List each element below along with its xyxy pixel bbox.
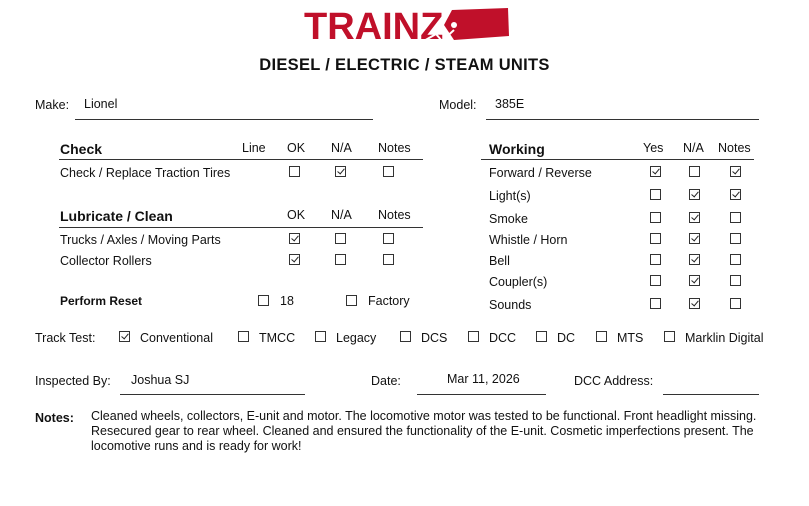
track-test-option-label: DC xyxy=(557,331,576,345)
working-row-label: Light(s) xyxy=(489,189,531,203)
working-na-checkbox[interactable] xyxy=(689,166,700,177)
model-label: Model: xyxy=(439,98,477,112)
working-yes-checkbox[interactable] xyxy=(650,189,661,200)
track-test-option-label: DCS xyxy=(421,331,448,345)
inspected-by-label: Inspected By: xyxy=(35,374,111,388)
working-na-checkbox[interactable] xyxy=(689,275,700,286)
working-col-notes: Notes xyxy=(718,141,751,155)
working-na-checkbox[interactable] xyxy=(689,189,700,200)
working-na-checkbox[interactable] xyxy=(689,254,700,265)
working-row-label: Sounds xyxy=(489,298,532,312)
reset-18-checkbox[interactable] xyxy=(258,295,269,306)
track-test-mts-checkbox[interactable] xyxy=(596,331,607,342)
check-col-line: Line xyxy=(242,141,266,155)
model-value[interactable]: 385E xyxy=(495,97,525,111)
working-notes-checkbox[interactable] xyxy=(730,189,741,200)
traction-tires-na-checkbox[interactable] xyxy=(335,166,346,177)
working-notes-checkbox[interactable] xyxy=(730,233,741,244)
track-test-marklin-digital-checkbox[interactable] xyxy=(664,331,675,342)
collector-rollers-ok-checkbox[interactable] xyxy=(289,254,300,265)
working-yes-checkbox[interactable] xyxy=(650,275,661,286)
reset-factory-checkbox[interactable] xyxy=(346,295,357,306)
track-test-conventional-checkbox[interactable] xyxy=(119,331,130,342)
check-rule xyxy=(59,159,423,160)
dcc-address-label: DCC Address: xyxy=(574,374,654,388)
reset-18-label: 18 xyxy=(280,294,294,308)
lubricate-rule xyxy=(59,227,423,228)
track-test-dcs-checkbox[interactable] xyxy=(400,331,411,342)
working-row-label: Bell xyxy=(489,254,510,268)
working-rule xyxy=(481,159,754,160)
trucks-ok-checkbox[interactable] xyxy=(289,233,300,244)
model-underline xyxy=(486,119,759,120)
working-heading: Working xyxy=(489,141,545,157)
check-row-label: Check / Replace Traction Tires xyxy=(60,166,231,180)
notes-label: Notes: xyxy=(35,411,74,425)
traction-tires-ok-checkbox[interactable] xyxy=(289,166,300,177)
check-col-na: N/A xyxy=(331,141,352,155)
track-test-option-label: Legacy xyxy=(336,331,377,345)
working-notes-checkbox[interactable] xyxy=(730,275,741,286)
date-label: Date: xyxy=(371,374,401,388)
lubricate-col-notes: Notes xyxy=(378,208,411,222)
working-col-yes: Yes xyxy=(643,141,664,155)
perform-reset-label: Perform Reset xyxy=(60,294,143,308)
working-yes-checkbox[interactable] xyxy=(650,212,661,223)
track-test-option-label: TMCC xyxy=(259,331,296,345)
dcc-address-underline xyxy=(663,394,759,395)
working-na-checkbox[interactable] xyxy=(689,298,700,309)
check-heading: Check xyxy=(60,141,103,157)
trucks-na-checkbox[interactable] xyxy=(335,233,346,244)
form-title: DIESEL / ELECTRIC / STEAM UNITS xyxy=(259,56,550,74)
make-label: Make: xyxy=(35,98,70,112)
make-value[interactable]: Lionel xyxy=(84,97,118,111)
working-row-label: Smoke xyxy=(489,212,528,226)
working-na-checkbox[interactable] xyxy=(689,233,700,244)
lubricate-heading: Lubricate / Clean xyxy=(60,208,173,224)
working-yes-checkbox[interactable] xyxy=(650,233,661,244)
make-underline xyxy=(75,119,373,120)
date-value[interactable]: Mar 11, 2026 xyxy=(447,372,520,386)
track-test-option-label: MTS xyxy=(617,331,644,345)
working-row-label: Whistle / Horn xyxy=(489,233,568,247)
working-col-na: N/A xyxy=(683,141,704,155)
track-test-option-label: Conventional xyxy=(140,331,213,345)
working-yes-checkbox[interactable] xyxy=(650,298,661,309)
inspected-by-value[interactable]: Joshua SJ xyxy=(131,373,190,387)
working-notes-checkbox[interactable] xyxy=(730,212,741,223)
notes-text[interactable]: Cleaned wheels, collectors, E-unit and motor. The locomotive motor was tested to be functional. Front headlight missing. Resecured gear to rear wheel. Cleaned and ensured the functionality of the E-unit. Cosmetic imperfections present. The locomotive runs and is ready for work! xyxy=(91,409,757,453)
working-notes-checkbox[interactable] xyxy=(730,166,741,177)
traction-tires-notes-checkbox[interactable] xyxy=(383,166,394,177)
working-row-label: Forward / Reverse xyxy=(489,166,592,180)
trainz-logo xyxy=(304,6,510,49)
inspected-by-underline xyxy=(120,394,305,395)
track-test-dcc-checkbox[interactable] xyxy=(468,331,479,342)
reset-factory-label: Factory xyxy=(368,294,410,308)
check-col-ok: OK xyxy=(287,141,306,155)
working-na-checkbox[interactable] xyxy=(689,212,700,223)
track-test-dc-checkbox[interactable] xyxy=(536,331,547,342)
lubricate-row-label: Collector Rollers xyxy=(60,254,152,268)
lubricate-col-na: N/A xyxy=(331,208,352,222)
track-test-label: Track Test: xyxy=(35,331,96,345)
collector-rollers-notes-checkbox[interactable] xyxy=(383,254,394,265)
track-test-option-label: Marklin Digital xyxy=(685,331,764,345)
collector-rollers-na-checkbox[interactable] xyxy=(335,254,346,265)
lubricate-row-label: Trucks / Axles / Moving Parts xyxy=(60,233,221,247)
brand-name: TRAINZ xyxy=(304,6,444,46)
working-yes-checkbox[interactable] xyxy=(650,254,661,265)
working-notes-checkbox[interactable] xyxy=(730,254,741,265)
date-underline xyxy=(417,394,546,395)
working-notes-checkbox[interactable] xyxy=(730,298,741,309)
check-col-notes: Notes xyxy=(378,141,411,155)
trucks-notes-checkbox[interactable] xyxy=(383,233,394,244)
working-row-label: Coupler(s) xyxy=(489,275,548,289)
track-test-option-label: DCC xyxy=(489,331,517,345)
working-yes-checkbox[interactable] xyxy=(650,166,661,177)
track-test-tmcc-checkbox[interactable] xyxy=(238,331,249,342)
track-test-legacy-checkbox[interactable] xyxy=(315,331,326,342)
lubricate-col-ok: OK xyxy=(287,208,306,222)
